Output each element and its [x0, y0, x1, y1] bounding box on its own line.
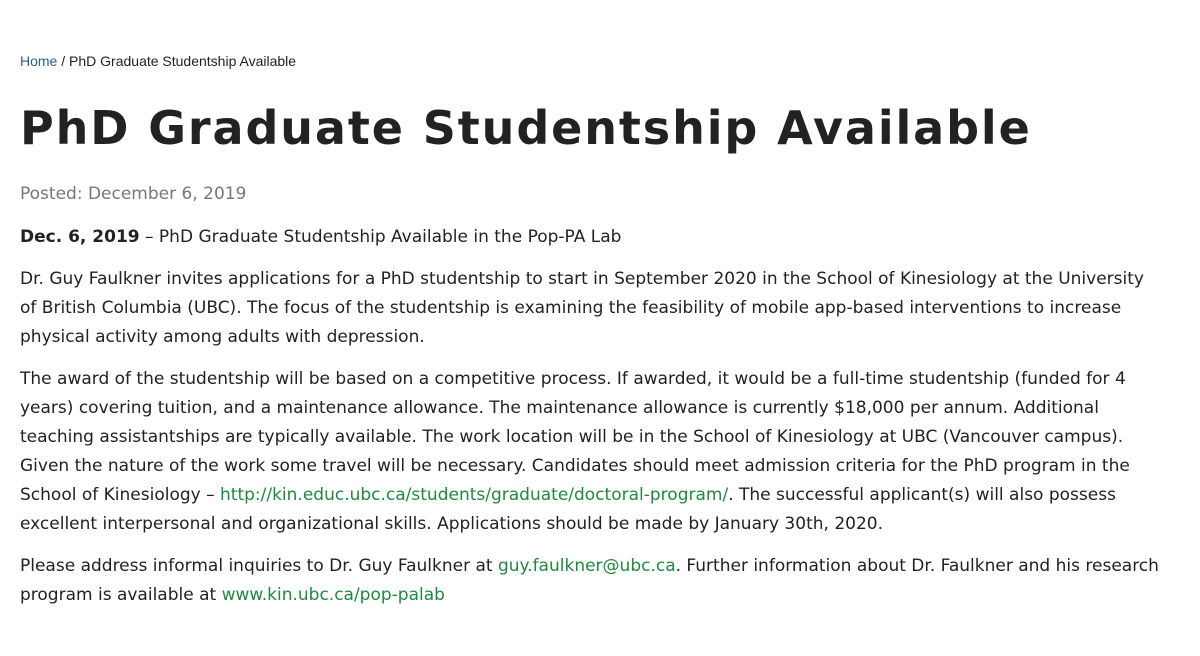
award-paragraph	[20, 365, 1160, 539]
contact-text: Please address informal inquiries to Dr. Guy Faulkner at	[20, 556, 498, 576]
breadcrumb-current: PhD Graduate Studentship Available	[69, 53, 297, 69]
lab-website-link[interactable]: www.kin.ubc.ca/pop-palab	[221, 585, 445, 605]
dateline-paragraph	[20, 223, 1160, 252]
breadcrumb	[20, 52, 296, 70]
doctoral-program-link[interactable]: http://kin.educ.ubc.ca/students/graduate/doctoral-program/	[220, 485, 729, 505]
intro-paragraph: Dr. Guy Faulkner invites applications for a PhD studentship to start in September 2020 in the School of Kinesiology at the University of British Columbia (UBC). The focus of the studentship is examining the feasibility of mobile app-based interventions to increase physical activity among adults with depression.	[20, 269, 1144, 347]
contact-text-continued: . Further information about Dr. Faulkner and his research program is available at	[20, 556, 1159, 605]
dateline-date: Dec. 6, 2019	[20, 227, 140, 247]
breadcrumb-home-link[interactable]: Home	[20, 53, 58, 69]
dateline-text: – PhD Graduate Studentship Available in the Pop-PA Lab	[139, 227, 622, 247]
award-text-continued: . The successful applicant(s) will also possess excellent interpersonal and organizational skills. Applications should be made by January 30th, 2020.	[20, 485, 1116, 534]
award-text: The award of the studentship will be based on a competitive process. If awarded, it would be a full-time studentship (funded for 4 years) covering tuition, and a maintenance allowance. The maintenance allowance is currently $18,000 per annum. Additional teaching assistantships are typically available. The work location will be in the School of Kinesiology at UBC (Vancouver campus). Given the nature of the work some travel will be necessary. Candidates should meet admission criteria for the PhD program in the School of Kinesiology –	[20, 369, 1130, 505]
contact-paragraph	[20, 552, 1160, 610]
email-link[interactable]: guy.faulkner@ubc.ca	[497, 556, 676, 576]
breadcrumb-separator: /	[61, 53, 66, 69]
page-title: PhD Graduate Studentship Available	[20, 101, 1032, 155]
posted-date: Posted: December 6, 2019	[20, 184, 247, 204]
